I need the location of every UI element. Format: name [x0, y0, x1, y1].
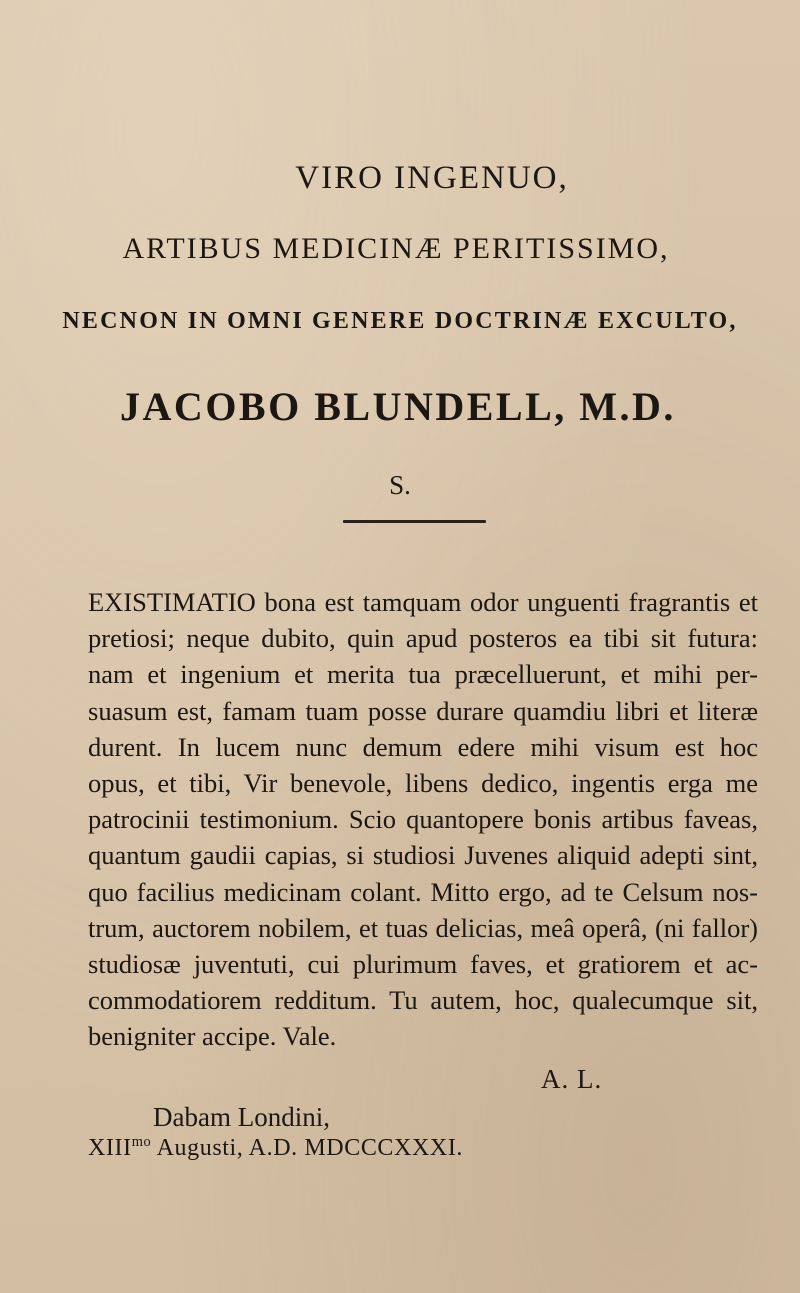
letter-line: opus, et tibi, Vir benevole, libens dedico, ingentis erga me [88, 767, 758, 798]
dedicatee-name: JACOBO BLUNDELL, M.D. [120, 384, 676, 429]
letter-line: quo facilius medicinam colant. Mitto ergo, ad te Celsum nos- [88, 876, 758, 907]
letter-line: pretiosi; neque dubito, quin apud posteros ea tibi sit futura: [88, 623, 758, 654]
letter-line: studiosæ juventuti, cui plurimum faves, et gratiorem et ac- [88, 948, 758, 979]
letter-line: nam et ingenium et merita tua præcelluerunt, et mihi per- [88, 659, 758, 690]
letter-line: patrocinii testimonium. Scio quantopere bonis artibus faveas, [88, 804, 758, 835]
dedication-line-1: VIRO INGENUO, [295, 160, 569, 196]
letter-line: benigniter accipe. Vale. [88, 1021, 337, 1052]
date-day: XIII [88, 1135, 132, 1161]
divider-rule [343, 520, 486, 523]
dedication-line-2: ARTIBUS MEDICINÆ PERITISSIMO, [122, 232, 670, 265]
letter-line: durent. In lucem nunc demum edere mihi visum est hoc [88, 731, 758, 762]
salutation: S. [389, 470, 411, 500]
letter-line: suasum est, famam tuam posse durare quamdiu libri et literæ [88, 695, 758, 726]
date-line [88, 1134, 463, 1162]
signature-initials: A. L. [541, 1064, 603, 1094]
letter-line: quantum gaudii capias, si studiosi Juvenes aliquid adepti sint, [88, 840, 758, 871]
date-ordinal: mo [131, 1134, 152, 1150]
dedication-letter [88, 584, 758, 1054]
dedication-line-3: NECNON IN OMNI GENERE DOCTRINÆ EXCULTO, [62, 308, 738, 334]
letter-line: EXISTIMATIO bona est tamquam odor unguenti fragrantis et [88, 587, 758, 617]
date-rest: Augusti, A.D. MDCCCXXXI. [151, 1135, 464, 1161]
letter-line: commodatiorem redditum. Tu autem, hoc, qualecumque sit, [88, 985, 758, 1016]
place-line: Dabam Londini, [153, 1102, 330, 1132]
letter-line: trum, auctorem nobilem, et tuas delicias, meâ operâ, (ni fallor) [88, 912, 758, 943]
